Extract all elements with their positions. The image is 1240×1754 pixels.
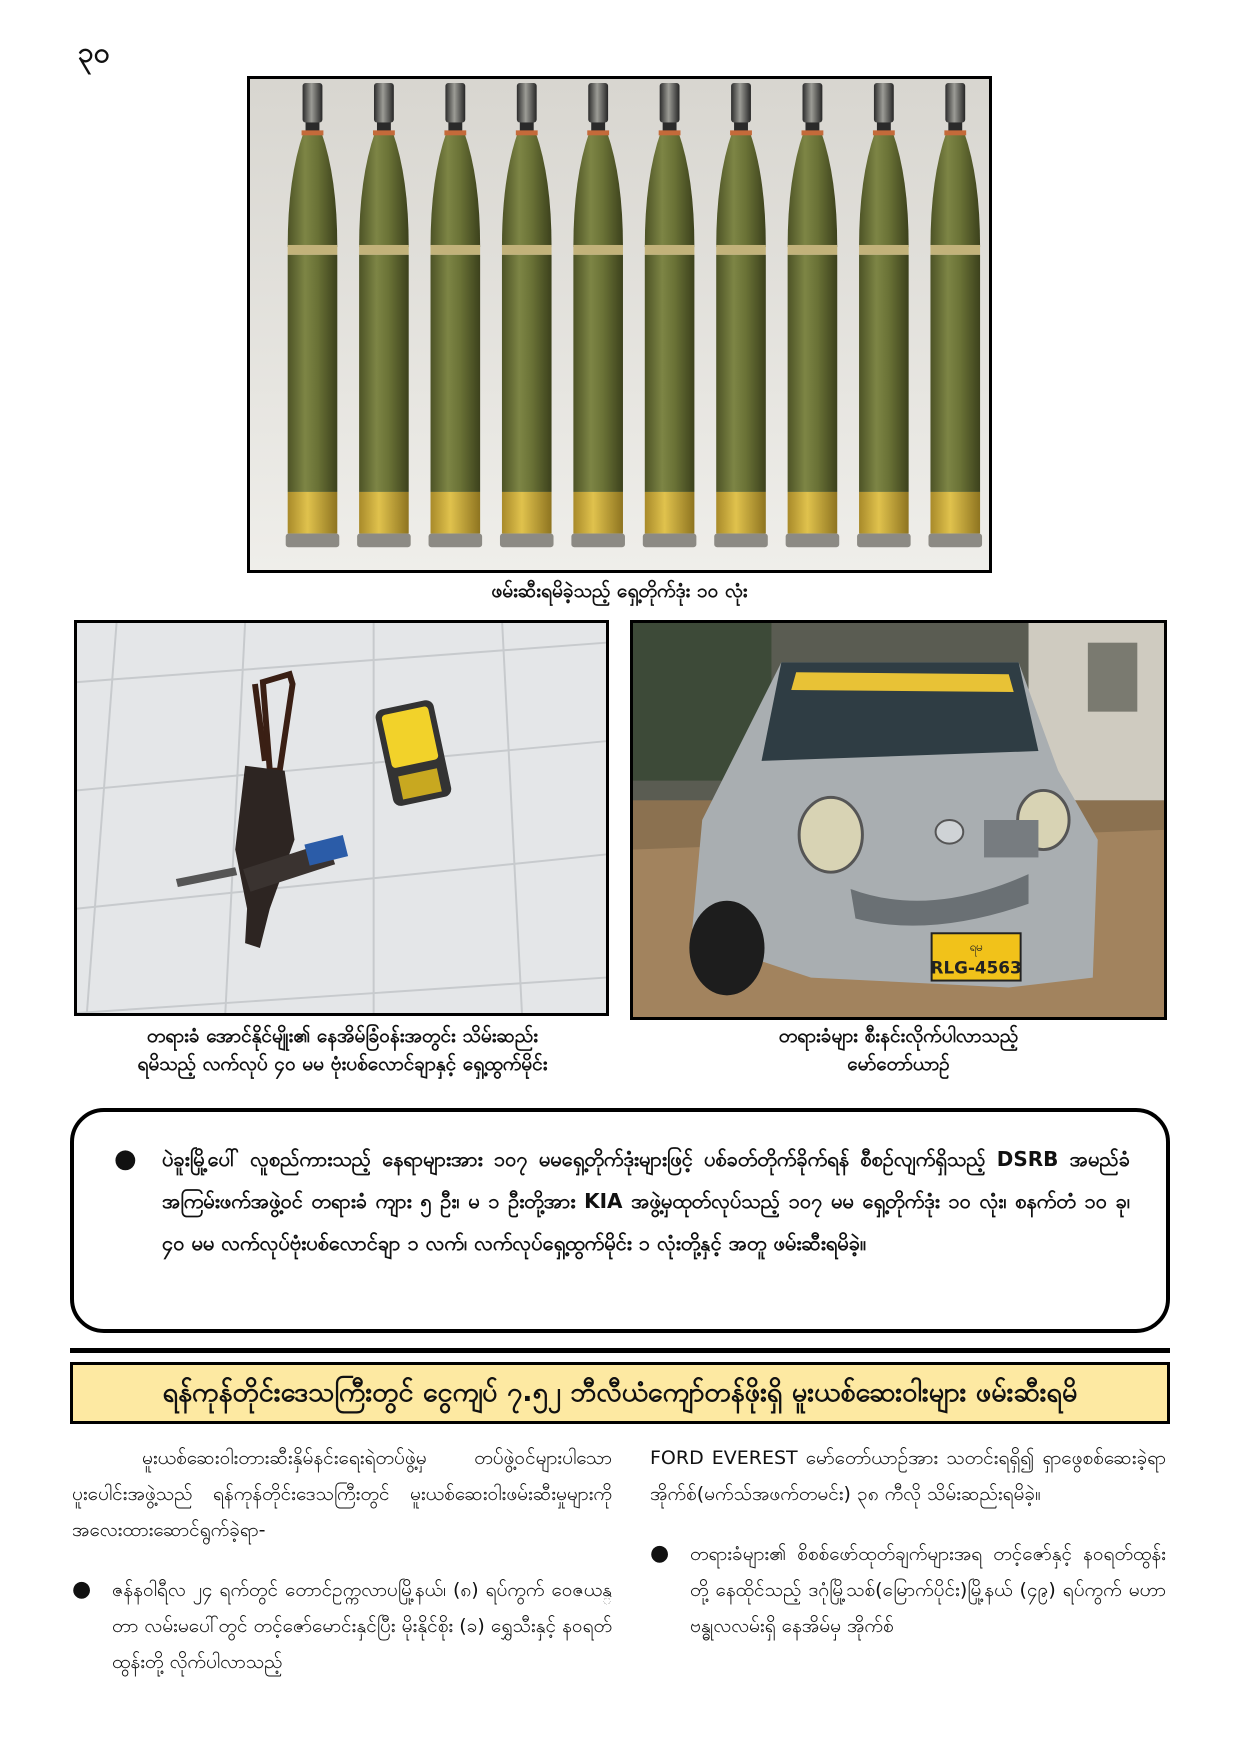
section-divider	[70, 1348, 1170, 1353]
license-plate-top: ရမ	[969, 940, 983, 954]
weapon-photo	[74, 620, 609, 1016]
car-caption-line2: မော်တော်ယာဉ်	[847, 1053, 950, 1075]
car-illustration	[633, 623, 1164, 1017]
car-caption-line1: တရားခံများ စီးနင်းလိုက်ပါလာသည့်	[778, 1025, 1019, 1047]
bullet-icon: ●	[72, 1577, 92, 1602]
article-left-column	[72, 1440, 612, 1680]
article-intro: မူးယစ်ဆေးဝါးတားဆီးနှိမ်နင်းရေးရဲတပ်ဖွဲ့မှ တပ်ဖွဲ့ဝင်များပါသော ပူးပေါင်းအဖွဲ့သည် ရန်ကုန်တိုင်းဒေသကြီးတွင် မူးယစ်ဆေးဝါးဖမ်းဆီးမှုများကို အလေးထားဆောင်ရွက်ခဲ့ရာ-	[72, 1447, 612, 1541]
article-continuation: FORD EVEREST မော်တော်ယာဉ်အား သတင်းရရှိ၍ ရှာဖွေစစ်ဆေးခဲ့ရာ အိုက်စ်(မက်သ်အဖက်တမင်း) ၃၈ ကီလို သိမ်းဆည်းရမိခဲ့။	[650, 1447, 1166, 1505]
list-item	[72, 1572, 612, 1680]
shells-photo	[247, 76, 992, 573]
license-plate-number: RLG-4563	[930, 957, 1022, 978]
summary-text: ပဲခူးမြို့ပေါ် လူစည်ကားသည့် နေရာများအား ၁၀၇ မမရှေ့တိုက်ဒုံးများဖြင့် ပစ်ခတ်တိုက်ခိုက်ရန် စီစဉ်လျက်ရှိသည့် DSRB အမည်ခံအကြမ်းဖက်အဖွဲ့ဝင် တရားခံ ကျား ၅ ဦး၊ မ ၁ ဦးတို့အား KIA အဖွဲ့မှထုတ်လုပ်သည့် ၁၀၇ မမ ရှေ့တိုက်ဒုံး ၁၀ လုံး၊ စနက်တံ ၁၀ ခု၊ ၄၀ မမ လက်လုပ်ဗုံးပစ်လောင်ချာ ၁ လက်၊ လက်လုပ်ရှေ့ထွက်မိုင်း ၁ လုံးတို့နှင့် အတူ ဖမ်းဆီးရမိခဲ့။	[162, 1147, 1130, 1255]
list-item-text: တရားခံများ၏ စိစစ်ဖော်ထုတ်ချက်များအရ တင့်ဇော်နှင့် နဝရတ်ထွန်းတို့ နေထိုင်သည့် ဒဂုံမြို့သစ်(မြောက်ပိုင်း)မြို့နယ် (၄၉) ရပ်ကွက် မဟာဗန္ဓုလလမ်းရှိ နေအိမ်မှ အိုက်စ်	[690, 1543, 1166, 1637]
article-headline: ရန်ကုန်တိုင်းဒေသကြီးတွင် ငွေကျပ် ၇.၅၂ ဘီလီယံကျော်တန်ဖိုးရှိ မူးယစ်ဆေးဝါးများ ဖမ်းဆီးရမိ	[70, 1362, 1170, 1424]
weapon-caption-line1: တရားခံ အောင်နိုင်မျိုး၏ နေအိမ်ခြံဝန်းအတွင်း သိမ်းဆည်း	[146, 1025, 539, 1047]
license-plate	[931, 933, 1022, 980]
article-right-column	[650, 1440, 1166, 1644]
car-photo	[630, 620, 1167, 1020]
list-item	[650, 1536, 1166, 1644]
page-number: ၃၀	[78, 36, 110, 69]
shells-illustration	[250, 79, 989, 570]
bullet-icon: ●	[114, 1144, 137, 1174]
summary-box	[70, 1108, 1170, 1333]
car-caption	[630, 1022, 1167, 1078]
bullet-icon: ●	[650, 1541, 670, 1566]
weapon-caption-line2: ရမိသည့် လက်လုပ် ၄၀ မမ ဗုံးပစ်လောင်ချာနှင့် ရှေ့ထွက်မိုင်း	[137, 1053, 548, 1075]
weapon-illustration	[77, 623, 606, 1013]
shells-caption: ဖမ်းဆီးရမိခဲ့သည့် ရှေ့တိုက်ဒုံး ၁၀ လုံး	[491, 580, 748, 602]
list-item-text: ဇန်နဝါရီလ ၂၄ ရက်တွင် တောင်ဥက္ကလာပမြို့နယ်၊ (၈) ရပ်ကွက် ဝေဇယန္တာ လမ်းမပေါ်တွင် တင့်ဇော်မောင်းနှင်ပြီး မိုးနိုင်စိုး (ခ) ရွှေသီးနှင့် နဝရတ်ထွန်းတို့ လိုက်ပါလာသည့်	[112, 1579, 612, 1673]
weapon-caption	[70, 1022, 615, 1078]
